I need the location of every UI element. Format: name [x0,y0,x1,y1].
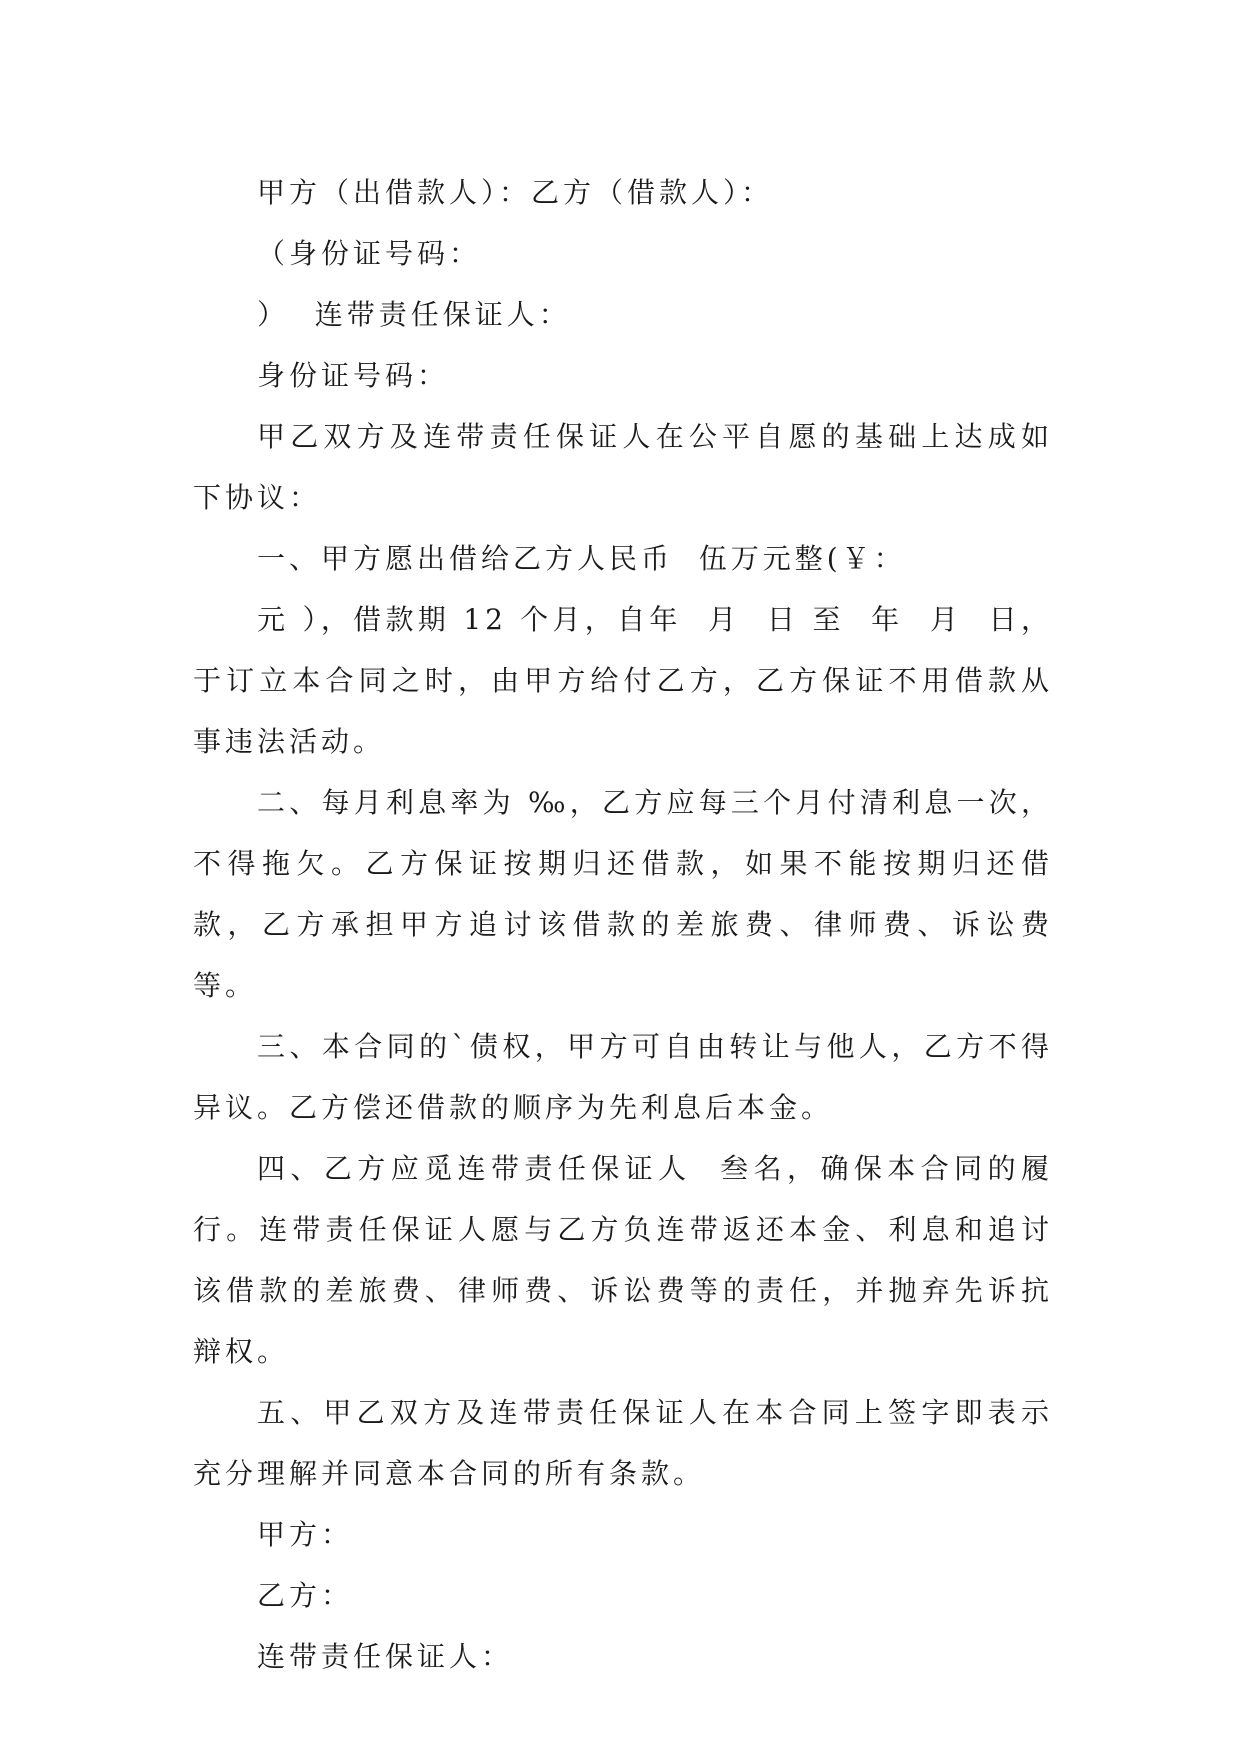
preamble-paragraph: 甲乙双方及连带责任保证人在公平自愿的基础上达成如下协议： [193,420,1053,514]
signature-party-a: 甲方： [257,1518,354,1551]
signature-party-b: 乙方： [257,1579,354,1612]
guarantor-line: ） 连带责任保证人： [257,298,571,331]
clause-one-term: 元 ），借款期 12 个月，自年 月 日 至 年 月 日，于订立本合同之时，由甲方给付乙方，乙方保证不用借款从事违法活动。 [193,603,1053,758]
contract-body [193,162,1053,1687]
guarantor-id-line: 身份证号码： [257,359,450,392]
id-number-line-open: （身份证号码： [257,237,482,270]
clause-one-amount: 一、甲方愿出借给乙方人民币 伍万元整(￥： [257,542,906,575]
clause-five: 五、甲乙双方及连带责任保证人在本合同上签字即表示充分理解并同意本合同的所有条款。 [193,1396,1053,1490]
clause-four: 四、乙方应觅连带责任保证人 叁名，确保本合同的履行。连带责任保证人愿与乙方负连带返还本金、利息和追讨该借款的差旅费、律师费、诉讼费等的责任，并抛弃先诉抗辩权。 [193,1152,1053,1368]
clause-three: 三、本合同的`债权，甲方可自由转让与他人，乙方不得异议。乙方偿还借款的顺序为先利息后本金。 [193,1030,1053,1124]
parties-line: 甲方（出借款人）：乙方（借款人）： [257,176,774,209]
signature-guarantor: 连带责任保证人： [257,1640,514,1673]
clause-two: 二、每月利息率为 ‰，乙方应每三个月付清利息一次，不得拖欠。乙方保证按期归还借款，如果不能按期归还借款，乙方承担甲方追讨该借款的差旅费、律师费、诉讼费等。 [193,786,1053,1002]
